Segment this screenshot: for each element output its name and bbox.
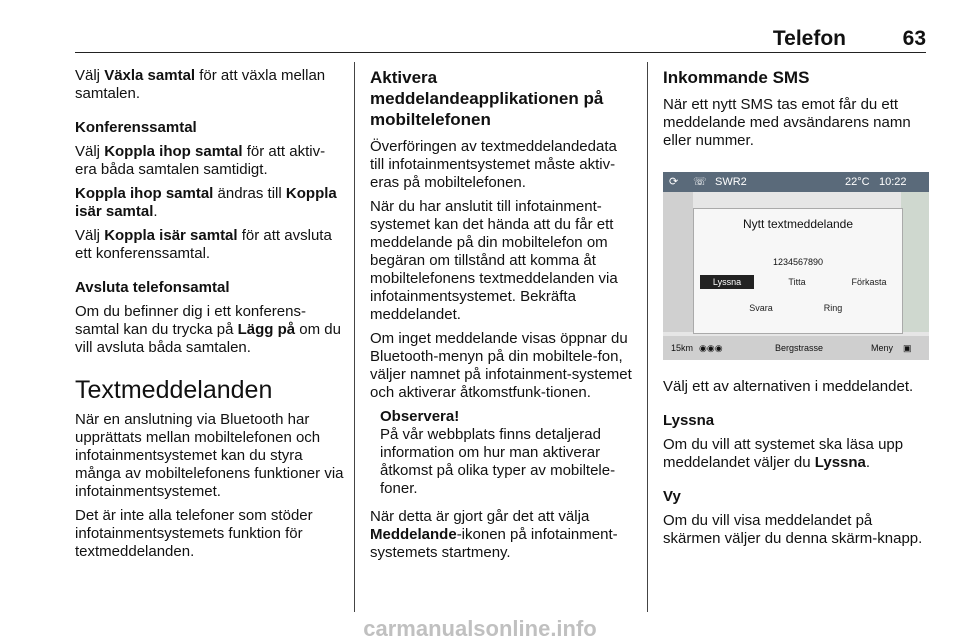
- map-area: [901, 192, 929, 332]
- paragraph: Om du befinner dig i ett konferens-samtal kan du trycka på Lägg på om du vill avsluta båda samtalen.: [75, 303, 341, 356]
- column-3: [663, 67, 929, 554]
- paragraph: När ett nytt SMS tas emot får du ett meddelande med avsändarens namn eller nummer.: [663, 96, 911, 149]
- note-title: Observera!: [380, 408, 460, 425]
- paragraph: Välj ett av alternativen i meddelandet.: [663, 378, 914, 395]
- note-text: På vår webbplats finns detaljerad information om hur man aktiverar åtkomst på olika typer av mobiltele-foner.: [380, 426, 616, 497]
- column-divider: [354, 62, 355, 612]
- paragraph: Välj Koppla ihop samtal för att aktiv-era båda samtalen samtidigt.: [75, 143, 326, 178]
- paragraph: Om du vill visa meddelandet på skärmen väljer du denna skärm-knapp.: [663, 512, 923, 547]
- column-2: [370, 67, 632, 568]
- heading-end-call: Avsluta telefonsamtal: [75, 279, 230, 296]
- refresh-icon: ⟳: [669, 176, 679, 188]
- paragraph: Om inget meddelande visas öppnar du Bluetooth-menyn på din mobiltele-fon, väljer namnet på infotainment-systemet och aktiverar åtkomstfunk-tionen.: [370, 330, 632, 401]
- menu-button[interactable]: Meny: [871, 343, 894, 353]
- note-box: [380, 408, 632, 498]
- paragraph: Om du vill att systemet ska läsa upp meddelandet väljer du Lyssna.: [663, 436, 904, 471]
- paragraph: När du har anslutit till infotainment-systemet kan det hända att du får ett meddelande på din mobiltelefon om begäran om tillstånd att komma åt mobiltelefonens textmeddelanden via infotainmentsystemet. Bekräfta meddelandet.: [370, 198, 618, 323]
- paragraph: Det är inte alla telefoner som stöder infotainmentsystemets funktion för textmeddelanden.: [75, 507, 313, 560]
- column-1: [75, 67, 345, 567]
- temperature: 22°C: [845, 176, 870, 188]
- clock: 10:22: [879, 176, 907, 188]
- heading-text-messages: Textmeddelanden: [75, 376, 273, 404]
- station-name: SWR2: [715, 176, 747, 188]
- section-title: Telefon: [772, 27, 846, 50]
- paragraph: Överföringen av textmeddelandedata till infotainmentsystemet måste aktiv-eras på mobiltelefonen.: [370, 138, 617, 191]
- paragraph: Välj Koppla isär samtal för att avsluta ett konferenssamtal.: [75, 227, 332, 262]
- street-name: Bergstrasse: [775, 343, 824, 353]
- reply-button[interactable]: Svara: [749, 303, 773, 313]
- column-divider: [647, 62, 648, 612]
- footer-watermark: carmanualsonline.info: [363, 616, 597, 641]
- heading-incoming-sms: Inkommande SMS: [663, 68, 810, 87]
- status-bar: [663, 172, 929, 192]
- paragraph: När detta är gjort går det att välja Meddelande-ikonen på infotainment-systemets startmeny.: [370, 508, 618, 561]
- page-number: 63: [902, 27, 926, 50]
- audio-icon[interactable]: ◉◉◉: [699, 343, 723, 353]
- sender-number: 1234567890: [772, 257, 824, 267]
- bottom-bar: [663, 336, 929, 360]
- phone-icon: ☏: [693, 176, 707, 188]
- new-message-dialog: [693, 208, 903, 334]
- dialog-title: Nytt textmeddelande: [742, 217, 854, 231]
- view-button[interactable]: Titta: [788, 277, 806, 287]
- call-button[interactable]: Ring: [823, 303, 843, 313]
- page-header: [75, 27, 926, 53]
- discard-button[interactable]: Förkasta: [851, 277, 887, 287]
- heading-view: Vy: [663, 488, 681, 505]
- infotainment-screenshot: [663, 172, 929, 360]
- map-sidebar: [663, 192, 693, 332]
- listen-button[interactable]: Lyssna: [700, 275, 754, 289]
- distance: 15km: [671, 343, 694, 353]
- heading-conference: Konferenssamtal: [75, 119, 197, 136]
- view-icon[interactable]: ▣: [903, 343, 912, 353]
- heading-activate-app: Aktivera meddelandeapplikationen på mobiltelefonen: [370, 68, 604, 129]
- heading-listen: Lyssna: [663, 412, 715, 429]
- paragraph: Koppla ihop samtal ändras till Koppla isär samtal.: [75, 185, 337, 220]
- paragraph: Välj Växla samtal för att växla mellan samtalen.: [75, 67, 326, 102]
- paragraph: När en anslutning via Bluetooth har upprättats mellan mobiltelefonen och infotainmentsystemet kan du styra många av mobiltelefonens funktioner via infotainmentsystemet.: [75, 411, 344, 500]
